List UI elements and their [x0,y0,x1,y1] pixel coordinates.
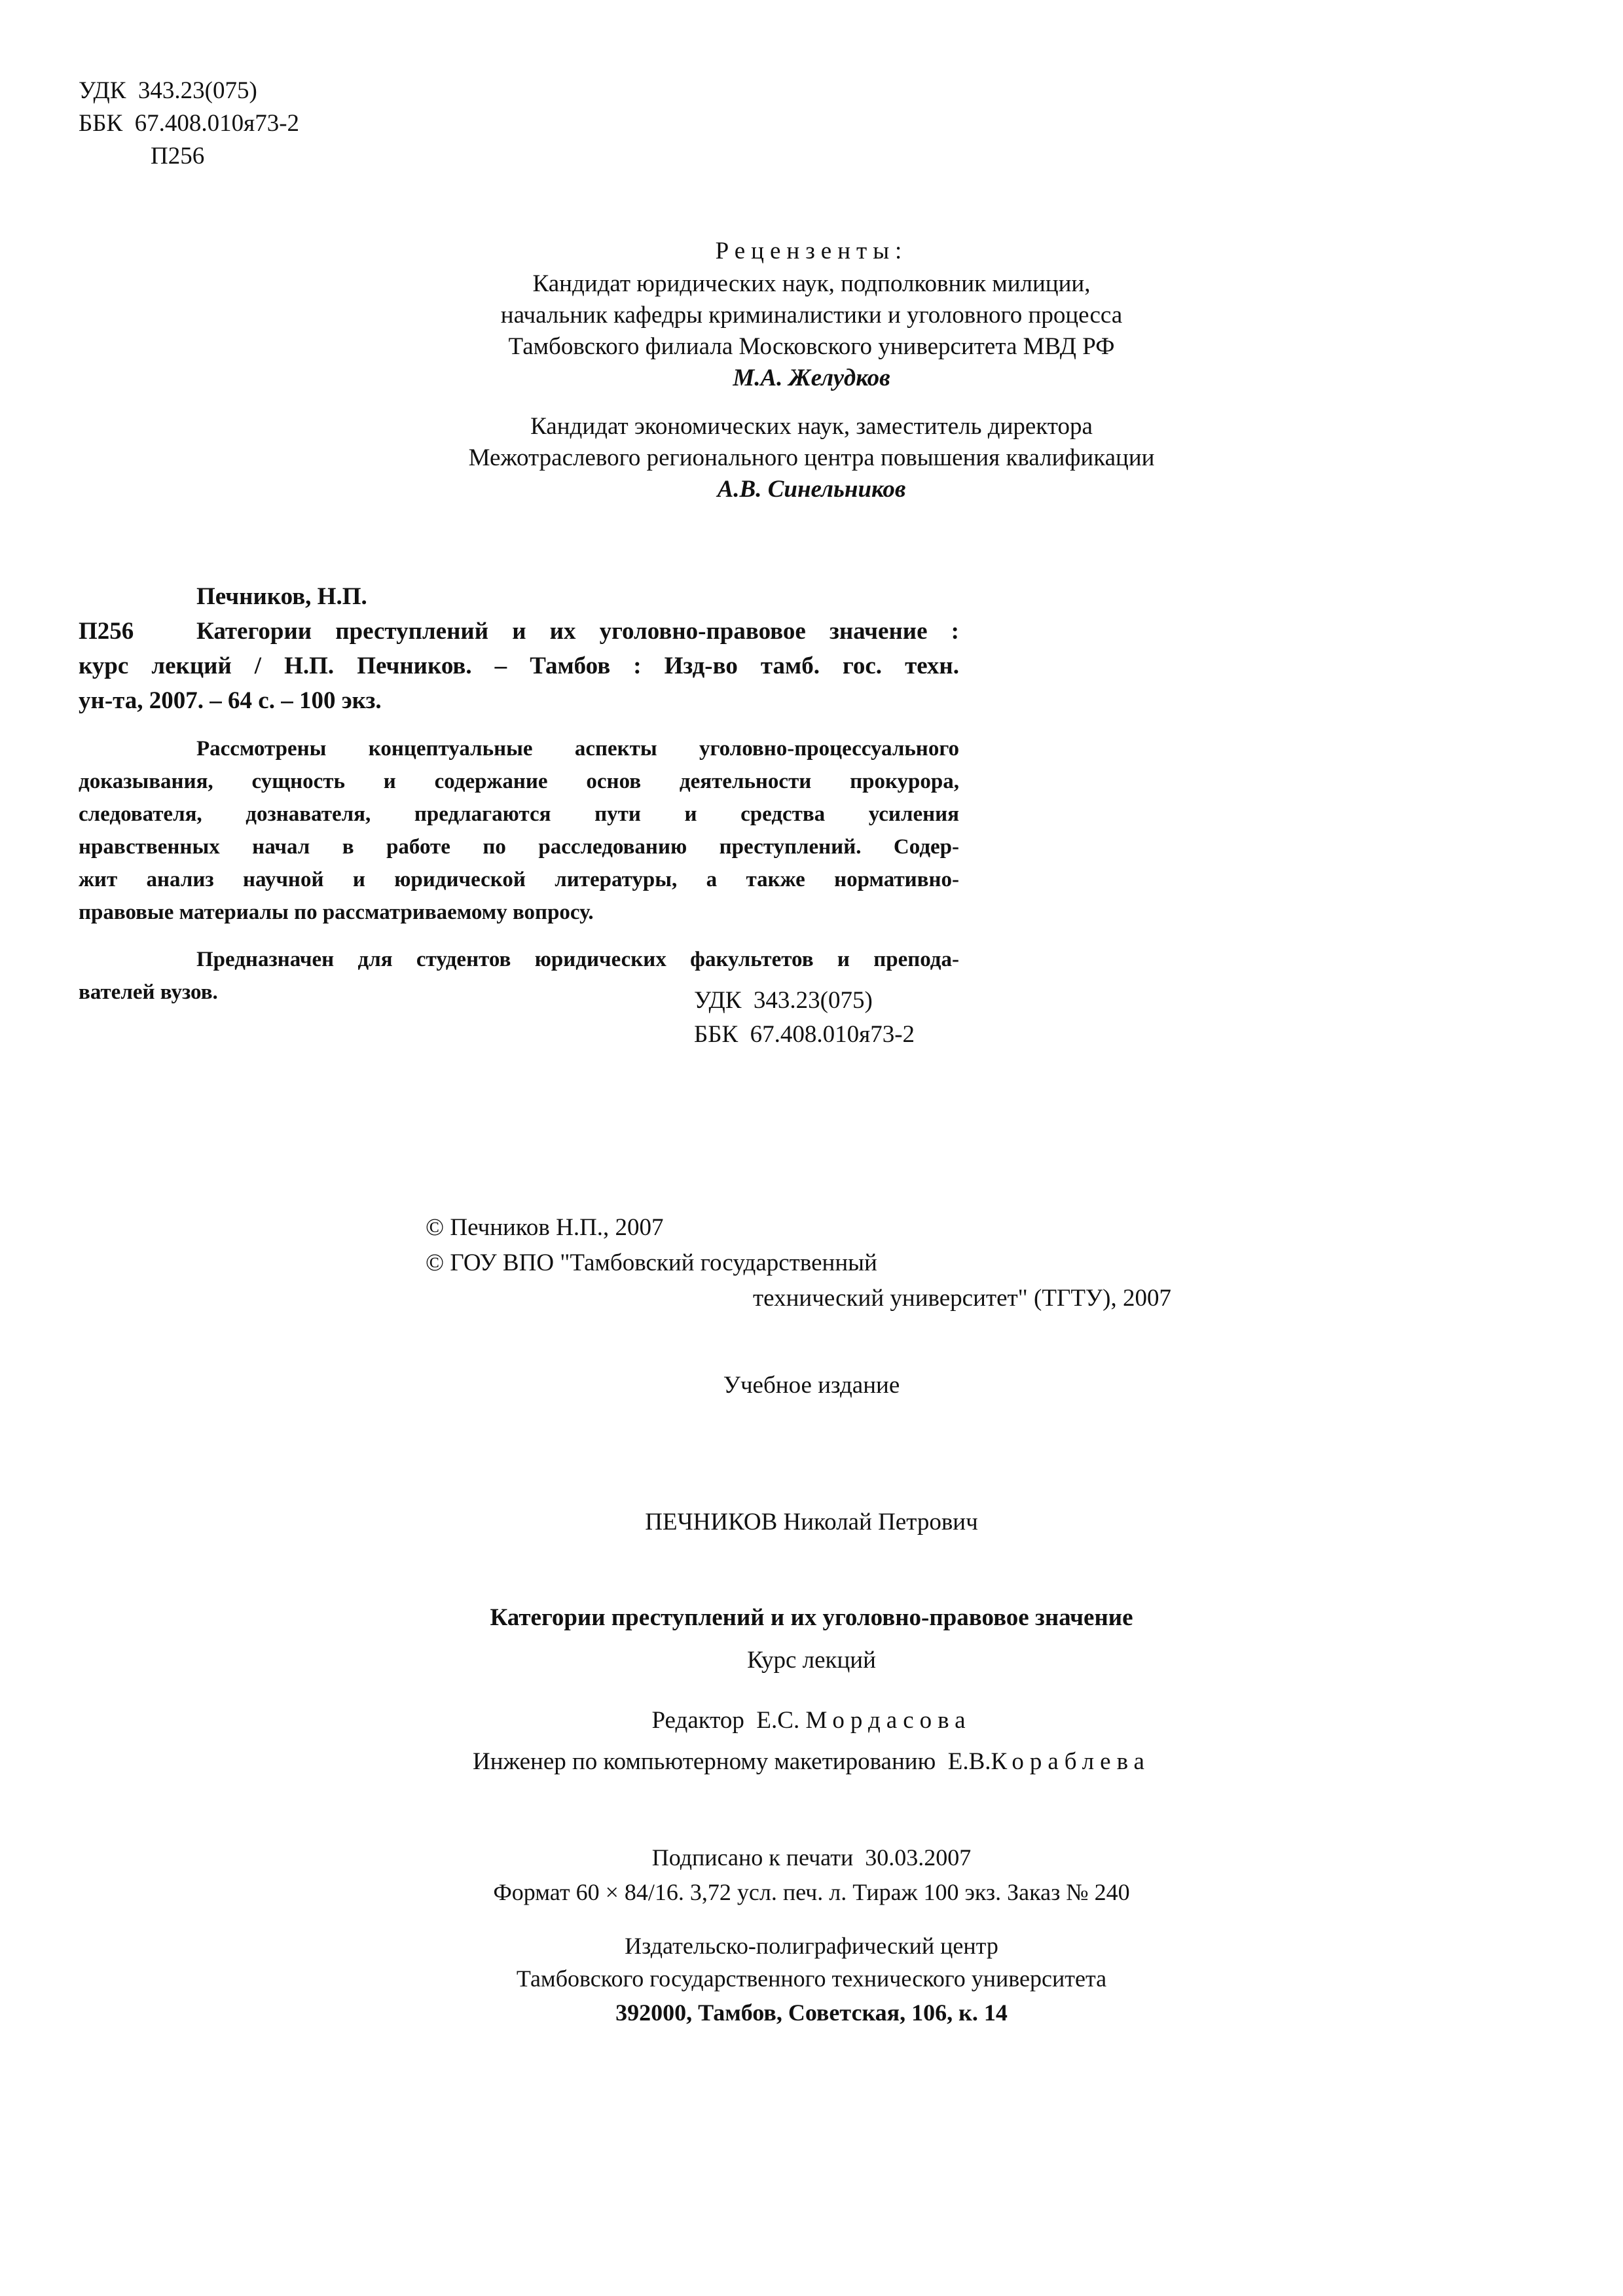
annotation-line: жит анализ научной и юридической литературы, а также нормативно- [79,868,959,891]
card-author: Печников, Н.П. [196,583,367,610]
editor-surname: Мордасова [805,1707,972,1734]
bbk-line: ББК 67.408.010я73-2 [79,110,300,137]
reviewer2-line2: Межотраслевого регионального центра повышения квалификации [468,444,1155,471]
purpose-line: Предназначен для студентов юридических факультетов и препода- [196,948,959,971]
classification-codes-card [694,985,915,1053]
reviewer2-line1: Кандидат экономических наук, заместитель директора [530,413,1093,440]
reviewers-block [0,268,1623,505]
annotation-line: следователя, дознавателя, предлагаются пути и средства усиления [79,802,959,826]
book-type: Курс лекций [747,1647,876,1674]
annotation-line: нравственных начал в работе по расследованию преступлений. Содер- [79,835,959,859]
layout-engineer-line: Инженер по компьютерному макетированию Е.В.Кораблева [473,1748,1150,1775]
reviewers-heading: Рецензенты: [715,238,908,264]
classification-codes-top [79,75,299,173]
layout-surname: Кораблева [991,1748,1150,1775]
annotation-line: Рассмотрены концептуальные аспекты уголовно-процессуального [196,737,959,761]
card-code: П256 [79,618,134,645]
publisher-address: 392000, Тамбов, Советская, 106, к. 14 [615,2000,1008,2026]
annotation-line: правовые материалы по рассматриваемому вопросу. [79,901,594,924]
reviewer1-line2: начальник кафедры криминалистики и уголовного процесса [500,302,1123,329]
copyright-line3: технический университет" (ТГТУ), 2007 [753,1285,1171,1312]
copyright-line2: © ГОУ ВПО "Тамбовский государственный [426,1249,877,1276]
udk-line: УДК 343.23(075) [79,77,257,104]
print-format: Формат 60 × 84/16. 3,72 усл. печ. л. Тираж 100 экз. Заказ № 240 [493,1879,1130,1905]
card-title-line3: ун-та, 2007. – 64 с. – 100 экз. [79,687,382,714]
card-title-line2: курс лекций / Н.П. Печников. – Тамбов : Изд-во тамб. гос. техн. [79,653,959,679]
reviewer1-line1: Кандидат юридических наук, подполковник милиции, [532,270,1091,297]
udk-line: УДК 343.23(075) [694,987,873,1014]
reviewer2-name: А.В. Синельников [717,476,906,503]
bbk-line: ББК 67.408.010я73-2 [694,1021,915,1048]
author-full-name: ПЕЧНИКОВ Николай Петрович [645,1509,978,1535]
publisher-line2: Тамбовского государственного технического университета [516,1965,1107,1992]
purpose-line: вателей вузов. [79,980,218,1004]
card-title-block [79,614,959,718]
edition-type: Учебное издание [723,1372,900,1399]
book-title: Категории преступлений и их уголовно-правовое значение [490,1604,1133,1631]
card-title-line1: Категории преступлений и их уголовно-правовое значение : [196,618,959,645]
author-mark: П256 [151,143,205,170]
catalog-card [79,579,959,1009]
copyright-line1: © Печников Н.П., 2007 [426,1214,664,1241]
editor-line: Редактор Е.С. Мордасова [651,1707,972,1734]
publisher-line1: Издательско-полиграфический центр [625,1933,998,1959]
reviewer1-line3: Тамбовского филиала Московского университета МВД РФ [508,333,1115,360]
signed-to-print: Подписано к печати 30.03.2007 [651,1844,972,1871]
annotation-line: доказывания, сущность и содержание основ деятельности прокурора, [79,770,959,793]
reviewer1-name: М.А. Желудков [733,365,890,391]
card-annotation [79,732,959,929]
copyright-block [426,1212,1171,1318]
